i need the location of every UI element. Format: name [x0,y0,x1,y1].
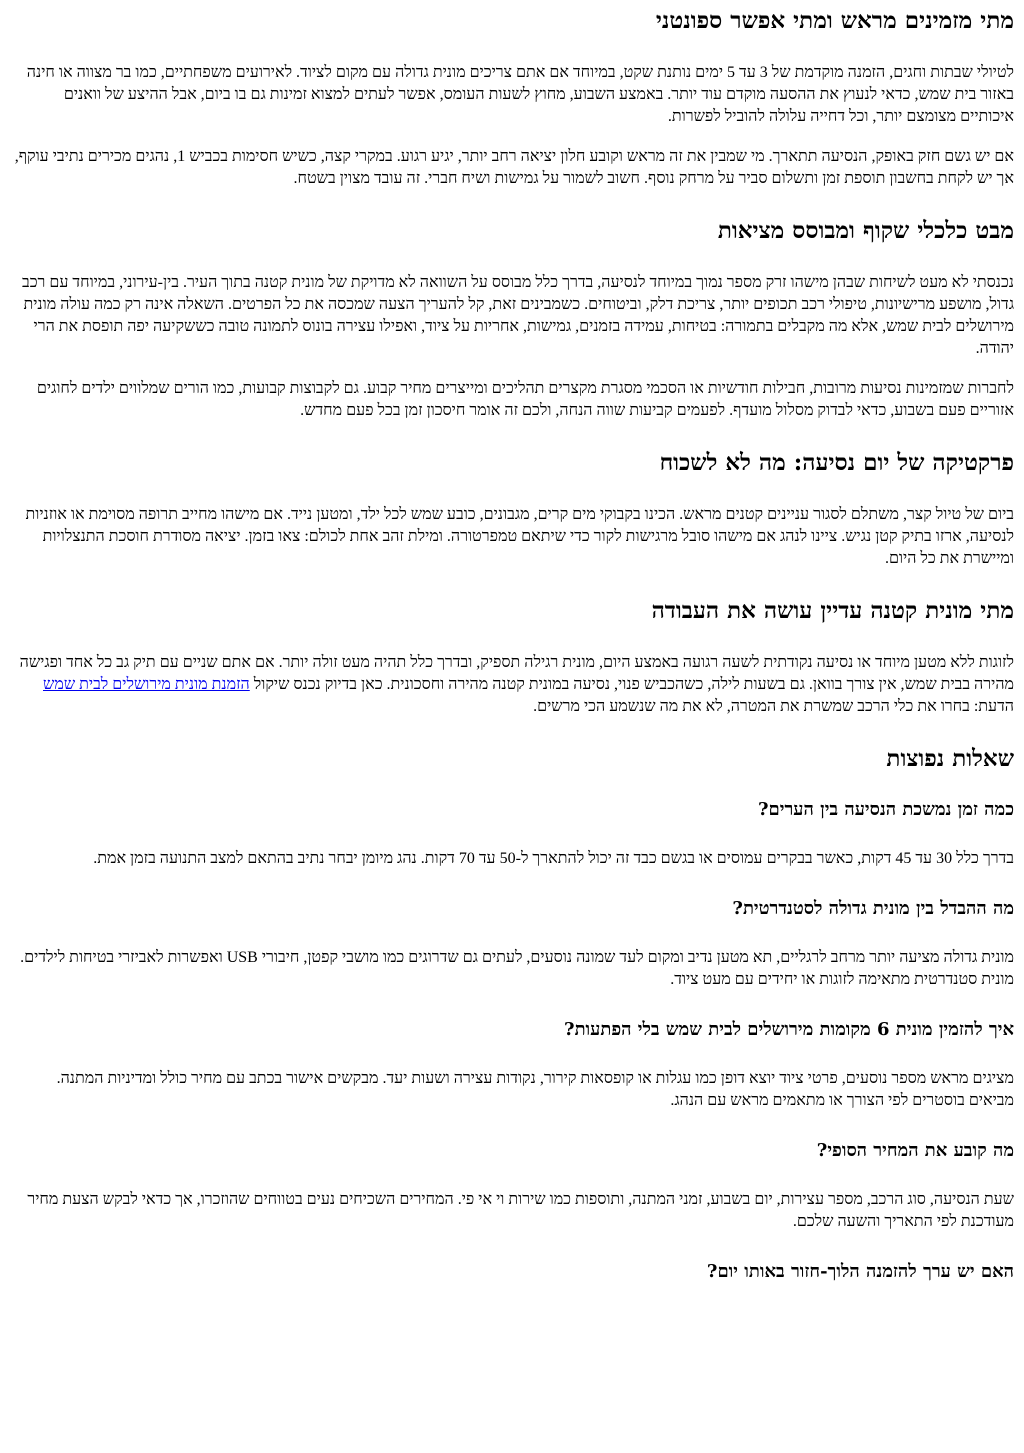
faq-question: איך להזמין מונית 6 מקומות מירושלים לבית שמש בלי הפתעות? [564,1019,1014,1040]
paragraph-pricing-reality: נכנסתי לא מעט לשיחות שבהן מישהו זרק מספר נמוך במיוחד לנסיעה, בדרך כלל מבוסס על השוואה לא מדויקת של מונית קטנה בתוך העיר. בין-עירוני, במיוחד עם רכב גדול, מושפע מרישיונות, טיפולי רכב תכופים יותר, צריכת דלק, וביטוחים. כשמבינים זאת, קל להעריך הצעה שמכסה את כל הפרטים. השאלה אינה רק כמה עולה מונית מירושלים לבית שמש, אלא מה מקבלים בתמורה: בטיחות, עמידה בזמנים, גמישות, אחריות על ציוד, ואפילו עצירה בונוס לתמונה טובה כששקיעה יפה תופסת את הרי יהודה. [21,274,1014,357]
faq-question: האם יש ערך להזמנה הלוך-חזור באותו יום? [706,1261,1014,1282]
faq-question: כמה זמן נמשכת הנסיעה בין הערים? [757,799,1014,820]
section-heading-economics: מבט כלכלי שקוף ומבוסס מציאות [717,217,1014,244]
faq-heading: שאלות נפוצות [886,745,1014,772]
faq-answer: מונית גדולה מציעה יותר מרחב לרגליים, תא מטען נדיב ומקום לעד שמונה נוסעים, לעתים גם שדרוגים כמו מושבי קפטן, חיבורי USB ואפשרות לאביזרי בטיחות לילדים. מונית סטנדרטית מתאימה לזוגות או יחידים עם מעט ציוד. [20,949,1014,988]
faq-question: מה קובע את המחיר הסופי? [816,1140,1014,1161]
paragraph-small-taxi-text-before: לזוגות ללא מטען מיוחד או נסיעה נקודתית לשעה רגועה באמצע היום, מונית רגילה תספיק, ובדרך כלל תהיה מעט זולה יותר. אם אתם שניים עם תיק גב כל אחד ופגישה מהירה בבית שמש, אין צורך בוואן. גם בשעות לילה, כשהכביש פנוי, נסיעה במונית קטנה מהירה וחסכונית. כאן בדיוק נכנס שיקול [19,654,1014,693]
section-heading-booking-timing: מתי מזמינים מראש ומתי אפשר ספונטני [655,7,1014,34]
paragraph-small-taxi [12,652,1014,718]
booking-link[interactable]: הזמנת מונית מירושלים לבית שמש [43,676,250,693]
article-body [0,5,1024,1285]
section-heading-trip-day: פרקטיקה של יום נסיעה: מה לא לשכוח [659,449,1014,476]
paragraph-booking-advance: לטיולי שבתות וחגים, הזמנה מוקדמת של 3 עד 5 ימים נותנת שקט, במיוחד אם אתם צריכים מונית גדולה עם מקום לציוד. לאירועים משפחתיים, כמו בר מצווה או חינה באזור בית שמש, כדאי לנעוץ את ההסעה מוקדם עוד יותר. באמצע השבוע, מחוץ לשעות העומס, אפשר לעתים למצוא זמינות גם בו ביום, אבל ההיצע של וואנים איכותיים מצומצם יותר, וכל דחייה עלולה להוביל לפשרות. [26,64,1014,125]
section-heading-small-taxi: מתי מונית קטנה עדיין עושה את העבודה [651,597,1014,624]
paragraph-weather: אם יש גשם חזק באופק, הנסיעה תתארך. מי שמבין את זה מראש וקובע חלון יציאה רחב יותר, יגיע רגוע. במקרי קצה, כשיש חסימות בכביש 1, נהגים מכירים נתיבי עוקף, אך יש לקחת בחשבון תוספת זמן ותשלום סביר על מרחק נוסף. חשוב לשמור על גמישות ושיח חברי. זה עובד מצוין בשטח. [14,148,1014,187]
paragraph-business-packages: לחברות שמזמינות נסיעות מרובות, חבילות חודשיות או הסכמי מסגרת מקצרים תהליכים ומייצרים מחיר קבוע. גם לקבוצות קבועות, כמו הורים שמלווים ילדים לחוגים אזוריים פעם בשבוע, כדאי לבדוק מסלול מועדף. לפעמים קביעות שווה הנחה, ולכם זה אומר חיסכון זמן בכל פעם מחדש. [36,380,1014,419]
paragraph-trip-checklist: ביום של טיול קצר, משתלם לסגור עניינים קטנים מראש. הכינו בקבוקי מים קרים, מגבונים, כובע שמש לכל ילד, ומטען נייד. אם מישהו מחייב תרופה מסוימת או אוזניות לנסיעה, ארזו בתיק קטן נגיש. ציינו לנהג אם מישהו סובל מרגישות לקור כדי שיתאם טמפרטורה. ומילת זהב אחת לכולם: צאו בזמן. יציאה מסודרת חוסכת התנצלויות ומיישרת את כל היום. [25,506,1014,567]
faq-answer: מציגים מראש מספר נוסעים, פרטי ציוד יוצא דופן כמו עגלות או קופסאות קירור, נקודות עצירה ושעות יעד. מבקשים אישור בכתב עם מחיר כולל ומדיניות המתנה. מביאים בוסטרים לפי הצורך או מתאמים מראש עם הנהג. [56,1070,1014,1109]
paragraph-small-taxi-text-after: הדעת: בחרו את כלי הרכב שמשרת את המטרה, לא את מה שנשמע הכי מרשים. [533,698,1014,715]
faq-question: מה ההבדל בין מונית גדולה לסטנדרטית? [732,898,1014,919]
faq-answer: שעת הנסיעה, סוג הרכב, מספר עצירות, יום בשבוע, זמני המתנה, ותוספות כמו שירות וי אי פי. המחירים השכיחים נעים בטווחים שהוזכרו, אך כדאי לבקש הצעת מחיר מעודכנת לפי התאריך והשעה שלכם. [27,1191,1014,1230]
faq-answer: בדרך כלל 30 עד 45 דקות, כאשר בבקרים עמוסים או בגשם כבד זה יכול להתארך ל-50 עד 70 דקות. נהג מיומן יבחר נתיב בהתאם למצב התנועה בזמן אמת. [93,850,1014,867]
